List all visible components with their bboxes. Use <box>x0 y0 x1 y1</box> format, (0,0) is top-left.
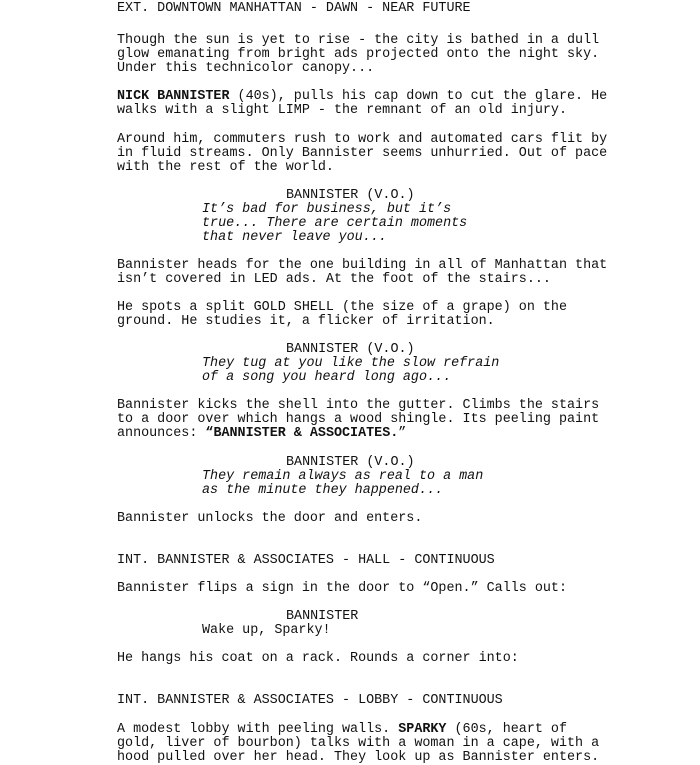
action-text: (60s, heart of <box>446 722 568 737</box>
dialogue-line: Wake up, Sparky! <box>202 623 331 638</box>
action-line: in fluid streams. Only Bannister seems unhurried. Out of pace <box>117 146 608 161</box>
action-line: Bannister unlocks the door and enters. <box>117 511 423 526</box>
dialogue-line: of a song you heard long ago... <box>202 370 452 385</box>
action-line <box>117 723 567 737</box>
action-text: ” <box>398 426 407 441</box>
action-line: Bannister kicks the shell into the gutter. Climbs the stairs <box>117 398 600 413</box>
dialogue-line: They tug at you like the slow refrain <box>202 356 500 371</box>
action-line: Bannister heads for the one building in all of Manhattan that <box>117 258 608 273</box>
character-cue: BANNISTER (V.O.) <box>286 188 415 203</box>
action-line <box>117 427 406 441</box>
scene-heading: INT. BANNISTER & ASSOCIATES - LOBBY - CONTINUOUS <box>117 693 503 708</box>
character-intro-name: SPARKY <box>398 722 447 737</box>
scene-heading: EXT. DOWNTOWN MANHATTAN - DAWN - NEAR FUTURE <box>117 1 471 16</box>
action-line: isn’t covered in LED ads. At the foot of the stairs... <box>117 272 551 287</box>
dialogue-line: as the minute they happened... <box>202 483 444 498</box>
scene-heading: INT. BANNISTER & ASSOCIATES - HALL - CONTINUOUS <box>117 553 495 568</box>
action-line: He spots a split GOLD SHELL (the size of a grape) on the <box>117 300 567 315</box>
action-line: He hangs his coat on a rack. Rounds a corner into: <box>117 651 519 666</box>
action-line: hood pulled over her head. They look up as Bannister enters. <box>117 750 600 765</box>
action-line: Bannister flips a sign in the door to “Open.” Calls out: <box>117 581 567 596</box>
sign-text: “BANNISTER & ASSOCIATES. <box>205 426 399 441</box>
action-line: gold, liver of bourbon) talks with a woman in a cape, with a <box>117 736 600 751</box>
action-line: with the rest of the world. <box>117 160 334 175</box>
character-cue: BANNISTER <box>286 609 359 624</box>
dialogue-line: true... There are certain moments <box>202 216 468 231</box>
character-intro-name: NICK BANNISTER <box>117 89 230 104</box>
action-line: ground. He studies it, a flicker of irritation. <box>117 314 495 329</box>
action-line: Under this technicolor canopy... <box>117 61 375 76</box>
action-line: Though the sun is yet to rise - the city is bathed in a dull <box>117 33 600 48</box>
character-cue: BANNISTER (V.O.) <box>286 455 415 470</box>
action-text: (40s), pulls his cap down to cut the glare. He <box>229 89 608 104</box>
action-line: walks with a slight LIMP - the remnant of an old injury. <box>117 103 567 118</box>
dialogue-line: It’s bad for business, but it’s <box>202 202 452 217</box>
action-line: Around him, commuters rush to work and automated cars flit by <box>117 132 608 147</box>
action-text: announces: <box>117 426 206 441</box>
action-line: to a door over which hangs a wood shingle. Its peeling paint <box>117 412 600 427</box>
character-cue: BANNISTER (V.O.) <box>286 342 415 357</box>
action-line: glow emanating from bright ads projected onto the night sky. <box>117 47 600 62</box>
action-text: A modest lobby with peeling walls. <box>117 722 399 737</box>
action-line <box>117 90 607 104</box>
dialogue-line: They remain always as real to a man <box>202 469 484 484</box>
dialogue-line: that never leave you... <box>202 230 387 245</box>
